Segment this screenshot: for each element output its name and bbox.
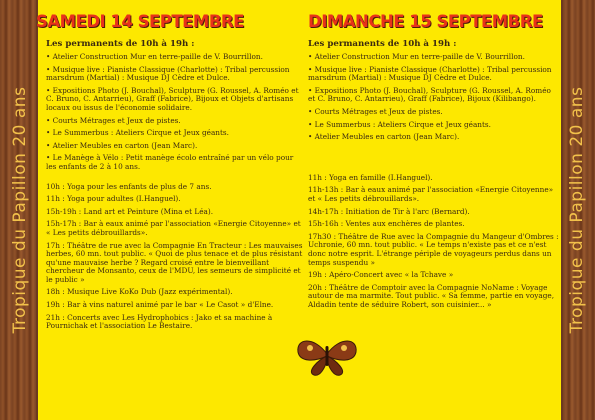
sunday-title: DIMANCHE 15 SEPTEMBRE — [308, 12, 543, 31]
sunday-permanent-item: • Musique live : Pianiste Classique (Charlotte) : Tribal percussion marsdrum (Martial) : Musique DJ Cèdre et Dulce. — [308, 64, 552, 83]
side-title-right — [563, 0, 591, 420]
sunday-permanent-item: • Atelier Construction Mur en terre-paille de V. Bourrillon. — [308, 52, 525, 61]
sunday-event: 20h : Théâtre de Comptoir avec la Compagnie NoName : Voyage autour de ma marmite. Tout public. « Sa femme, partie en voyage, Aldadin tente de séduire Robert, son cuisinier... » — [308, 282, 555, 309]
sunday-permanent-item: • Courts Métrages et Jeux de pistes. — [308, 106, 443, 116]
saturday-event: 15h-19h : Land art et Peinture (Mina et Léa). — [46, 206, 214, 216]
saturday-event: 11h : Yoga pour adultes (I.Hanguel). — [46, 194, 181, 204]
saturday-permanents-heading: Les permanents de 10h à 19h : — [46, 39, 195, 49]
saturday-permanent-item: • Atelier Construction Mur en terre-paille de V. Bourrillon. — [46, 52, 263, 61]
butterfly-icon — [294, 332, 360, 378]
saturday-event: 21h : Concerts avec Les Hydrophobics : Jako et sa machine à Pournichak et l'association Le Bestaire. — [46, 312, 273, 331]
sunday-event: 11h : Yoga en famille (I.Hanguel). — [308, 172, 433, 182]
saturday-permanent-item: • Courts Métrages et Jeux de pistes. — [46, 115, 181, 125]
sunday-permanent-item: • Le Summerbus : Ateliers Cirque et Jeux géants. — [308, 119, 491, 129]
sunday-permanent-item: • Atelier Meubles en carton (Jean Marc). — [308, 132, 460, 142]
saturday-title: SAMEDI 14 SEPTEMBRE — [36, 12, 244, 31]
saturday-column — [36, 12, 304, 416]
side-title-text: Tropique du Papillon 20 ans — [567, 86, 587, 334]
sunday-event: 17h30 : Théâtre de Rue avec la Compagnie du Mangeur d'Ombres : Uchronie, 60 mn. tout public. « Le temps n'existe pas et ce n'est donc notre esprit. L'étrange périple de voyageurs perdus dans un temps suspendu » — [308, 231, 559, 267]
sunday-permanent-item: • Expositions Photo (J. Bouchal), Sculpture (G. Roussel, A. Roméo et C. Bruno, C. Antarrieu), Graff (Fabrice), Bijoux (Kilibango). — [308, 85, 551, 104]
side-title-text: Tropique du Papillon 20 ans — [10, 86, 30, 334]
saturday-permanent-item: • Expositions Photo (J. Bouchal), Sculpture (G. Roussel, A. Roméo et C. Bruno, C. Antarrieu), Graff (Fabrice), Bijoux et Objets d'artisans locaux ou issus de l'économie solidaire. — [46, 85, 299, 112]
saturday-event: 18h : Musique Live KoKo Dub (Jazz expérimental). — [46, 287, 233, 297]
sunday-event: 14h-17h : Initiation de Tir à l'arc (Bernard). — [308, 206, 470, 216]
saturday-event: 10h : Yoga pour les enfants de plus de 7 ans. — [46, 181, 212, 191]
sunday-event: 11h-13h : Bar à eaux animé par l'association «Energie Citoyenne» et « Les petits débrouillards». — [308, 185, 554, 203]
saturday-permanent-item: • Atelier Meubles en carton (Jean Marc). — [46, 140, 198, 150]
sunday-event: 15h-16h : Ventes aux enchères de plantes. — [308, 219, 465, 229]
sunday-event: 19h : Apéro-Concert avec « la Tchave » — [308, 270, 454, 280]
saturday-event: 15h-17h : Bar à eaux animé par l'association «Energie Citoyenne» et « Les petits débrouillards». — [46, 219, 301, 237]
saturday-permanent-item: • Le Summerbus : Ateliers Cirque et Jeux géants. — [46, 128, 229, 138]
sunday-permanents-heading: Les permanents de 10h à 19h : — [308, 39, 457, 49]
saturday-permanent-item: • Le Manège à Vélo : Petit manège écolo entraîné par un vélo pour les enfants de 2 à 10 ans. — [46, 153, 294, 171]
saturday-event: 19h : Bar à vins naturel animé par le bar « Le Casot » d'Elne. — [46, 300, 274, 310]
saturday-permanent-item: • Musique live : Pianiste Classique (Charlotte) : Tribal percussion marsdrum (Martial) : Musique DJ Cèdre et Dulce. — [46, 64, 290, 83]
saturday-event: 17h : Théâtre de rue avec la Compagnie En Tracteur : Les mauvaises herbes, 60 mn. tout public. « Quoi de plus tenace et de plus résistant qu'une mauvaise herbe ? Regard croisé entre le bienveillant chercheur de Monsanto, ceux de l'MDU, les semeurs de simplicité et le public » — [46, 240, 303, 284]
side-title-left — [6, 0, 34, 420]
